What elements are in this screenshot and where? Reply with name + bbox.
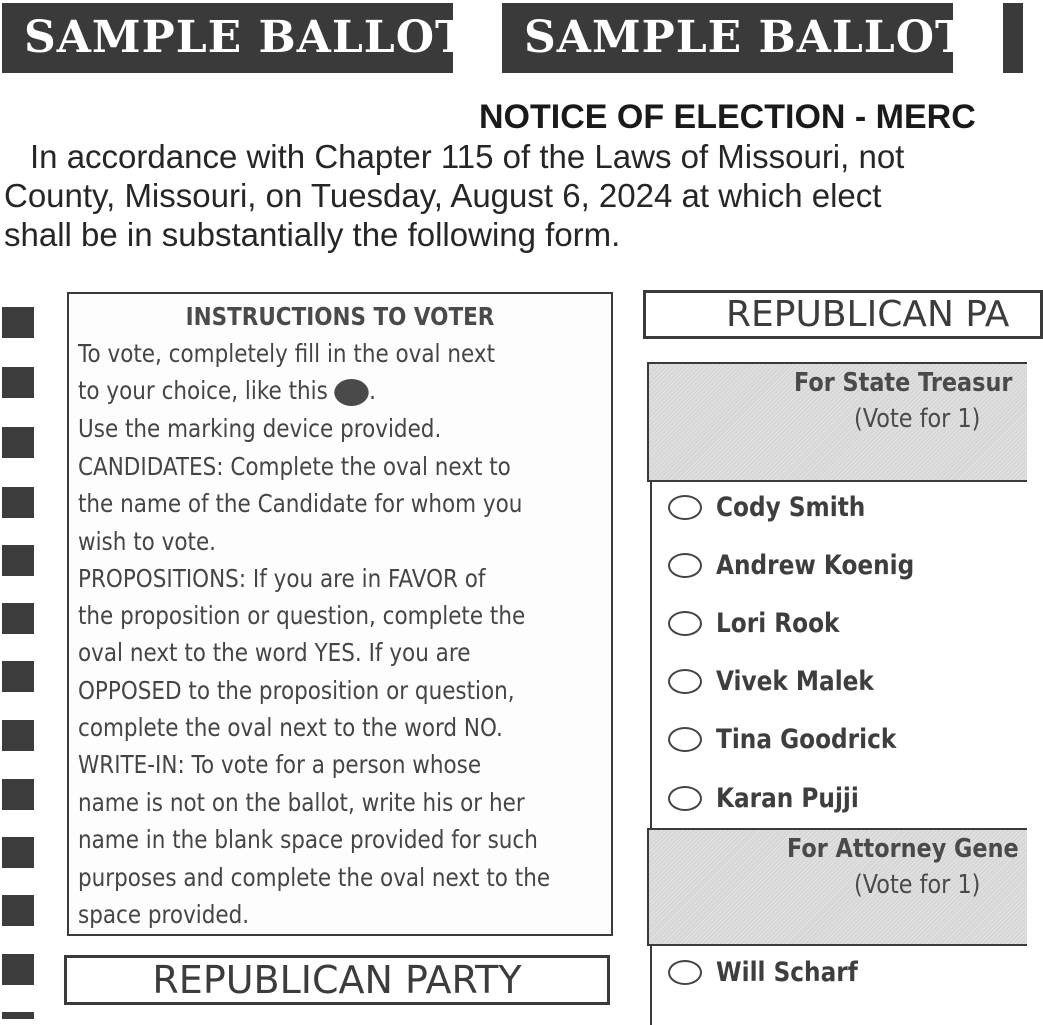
candidate-option[interactable] [668, 783, 882, 817]
instruction-line: the name of the Candidate for whom you [78, 489, 523, 518]
timing-mark [2, 1012, 34, 1019]
instruction-line-period: . [369, 376, 376, 405]
candidate-option[interactable] [668, 608, 860, 642]
candidate-option[interactable] [668, 550, 947, 584]
contest-column [650, 480, 1030, 830]
timing-mark [2, 837, 34, 868]
contest-header [647, 828, 1027, 946]
candidate-oval[interactable] [668, 495, 702, 520]
notice-title: NOTICE OF ELECTION - MERC [479, 98, 976, 136]
notice-paragraph-line: shall be in substantially the following form. [4, 216, 621, 253]
sample-ballots-banner: SAMPLE BALLOTS [502, 3, 953, 73]
contest-title: For State Treasur [794, 368, 1013, 398]
instruction-line: WRITE-IN: To vote for a person whose [78, 750, 482, 779]
instruction-line: To vote, completely fill in the oval next [78, 339, 496, 368]
candidate-option[interactable] [668, 492, 890, 526]
instruction-line: OPPOSED to the proposition or question, [78, 676, 515, 705]
candidate-name: Vivek Malek [716, 666, 874, 697]
candidate-name: Lori Rook [716, 608, 840, 639]
candidate-option[interactable] [668, 724, 926, 758]
candidate-oval[interactable] [668, 611, 702, 636]
candidate-option[interactable] [668, 957, 881, 991]
contest-header [647, 362, 1027, 482]
candidate-oval[interactable] [668, 786, 702, 811]
candidate-name: Karan Pujji [716, 783, 859, 814]
timing-mark [2, 661, 34, 692]
notice-paragraph-line: County, Missouri, on Tuesday, August 6, 2024 at which elect [4, 177, 882, 214]
candidate-oval[interactable] [668, 553, 702, 578]
instruction-line [78, 376, 376, 406]
instruction-line: complete the oval next to the word NO. [78, 713, 503, 742]
timing-mark [2, 720, 34, 751]
timing-mark [2, 779, 34, 810]
party-header: REPUBLICAN PA [643, 290, 1043, 339]
instruction-line: wish to vote. [78, 527, 217, 556]
instructions-box [67, 292, 613, 936]
candidate-name: Tina Goodrick [716, 724, 897, 755]
timing-mark [2, 427, 34, 458]
instruction-line: CANDIDATES: Complete the oval next to [78, 452, 511, 481]
sample-ballots-banner: SAMPLE BALLOTS [2, 3, 453, 73]
candidate-oval[interactable] [668, 669, 702, 694]
timing-mark [2, 954, 34, 985]
instruction-line: the proposition or question, complete the [78, 601, 526, 630]
instruction-line: purposes and complete the oval next to the [78, 863, 551, 892]
timing-mark [2, 307, 34, 338]
timing-mark [2, 895, 34, 926]
contest-vote-for: (Vote for 1) [854, 870, 981, 900]
instruction-line: oval next to the word YES. If you are [78, 638, 471, 667]
candidate-oval[interactable] [668, 727, 702, 752]
candidate-name: Will Scharf [716, 957, 858, 988]
timing-mark [2, 487, 34, 518]
instruction-line: name is not on the ballot, write his or her [78, 788, 525, 817]
candidate-name: Cody Smith [716, 492, 866, 523]
timing-mark [2, 603, 34, 634]
instruction-line: name in the blank space provided for such [78, 825, 538, 854]
sample-ballots-banner-edge [1003, 3, 1023, 73]
instruction-line: Use the marking device provided. [78, 414, 442, 443]
contest-vote-for: (Vote for 1) [854, 404, 981, 434]
party-header: REPUBLICAN PARTY [64, 955, 610, 1005]
instruction-line: PROPOSITIONS: If you are in FAVOR of [78, 564, 486, 593]
notice-paragraph-line: In accordance with Chapter 115 of the Laws of Missouri, not [30, 138, 905, 175]
instruction-line-text: to your choice, like this [78, 376, 328, 405]
instruction-line: space provided. [78, 900, 250, 929]
instructions-title: INSTRUCTIONS TO VOTER [185, 302, 495, 331]
timing-mark [2, 545, 34, 576]
timing-mark [2, 367, 34, 398]
candidate-name: Andrew Koenig [716, 550, 915, 581]
candidate-oval[interactable] [668, 960, 702, 985]
candidate-option[interactable] [668, 666, 900, 700]
filled-oval-example-icon [335, 379, 369, 406]
contest-title: For Attorney Gene [787, 834, 1019, 864]
